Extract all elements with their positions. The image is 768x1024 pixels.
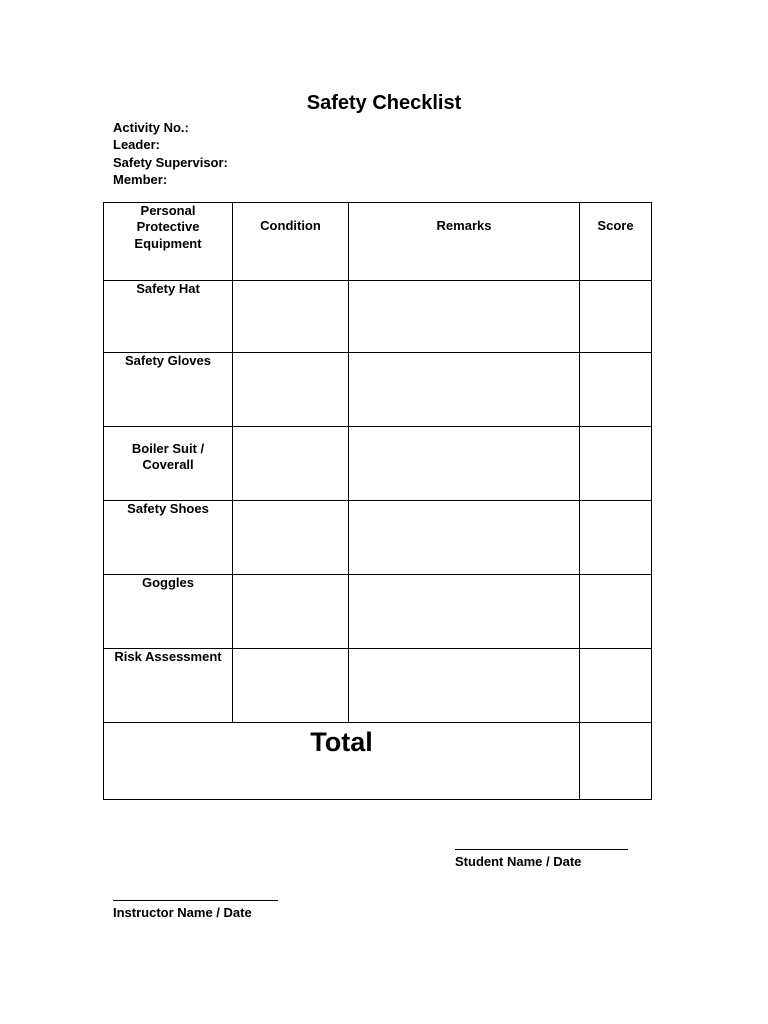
row-label: Safety Gloves — [104, 353, 233, 427]
remarks-cell[interactable] — [349, 427, 580, 501]
condition-cell[interactable] — [233, 427, 349, 501]
table-row — [104, 575, 652, 649]
total-label: Total — [310, 727, 373, 757]
header-equipment: Personal Protective Equipment — [104, 203, 233, 281]
row-label: Safety Shoes — [104, 501, 233, 575]
score-cell[interactable] — [580, 427, 652, 501]
total-score-cell[interactable] — [580, 723, 652, 800]
condition-cell[interactable] — [233, 501, 349, 575]
row-label: Goggles — [104, 575, 233, 649]
row-label: Risk Assessment — [104, 649, 233, 723]
total-label-cell — [104, 723, 580, 800]
total-row — [104, 723, 652, 800]
leader-field: Leader: — [113, 137, 160, 153]
condition-cell[interactable] — [233, 649, 349, 723]
remarks-cell[interactable] — [349, 281, 580, 353]
remarks-cell[interactable] — [349, 501, 580, 575]
student-signature-line[interactable] — [455, 849, 628, 850]
member-field: Member: — [113, 171, 168, 187]
row-label: Safety Hat — [104, 281, 233, 353]
table-header-row — [104, 203, 652, 281]
condition-cell[interactable] — [233, 575, 349, 649]
table-row — [104, 501, 652, 575]
table-row — [104, 353, 652, 427]
table-row — [104, 427, 652, 501]
score-cell[interactable] — [580, 353, 652, 427]
header-remarks: Remarks — [349, 203, 580, 281]
condition-cell[interactable] — [233, 353, 349, 427]
header-fields — [113, 119, 228, 188]
student-signature — [455, 849, 628, 870]
instructor-signature-line[interactable] — [113, 900, 278, 901]
condition-cell[interactable] — [233, 281, 349, 353]
score-cell[interactable] — [580, 649, 652, 723]
score-cell[interactable] — [580, 501, 652, 575]
table-row — [104, 649, 652, 723]
table-row — [104, 281, 652, 353]
score-cell[interactable] — [580, 281, 652, 353]
row-label: Boiler Suit / Coverall — [104, 427, 233, 501]
student-signature-label: Student Name / Date — [455, 854, 582, 869]
instructor-signature-label: Instructor Name / Date — [113, 905, 252, 920]
score-cell[interactable] — [580, 575, 652, 649]
checklist-table — [103, 202, 652, 800]
page-title: Safety Checklist — [306, 92, 462, 114]
instructor-signature — [113, 900, 278, 921]
header-condition: Condition — [233, 203, 349, 281]
activity-no-field: Activity No.: — [113, 120, 189, 135]
remarks-cell[interactable] — [349, 649, 580, 723]
safety-supervisor-field: Safety Supervisor: — [113, 154, 228, 170]
remarks-cell[interactable] — [349, 353, 580, 427]
remarks-cell[interactable] — [349, 575, 580, 649]
header-score: Score — [580, 203, 652, 281]
